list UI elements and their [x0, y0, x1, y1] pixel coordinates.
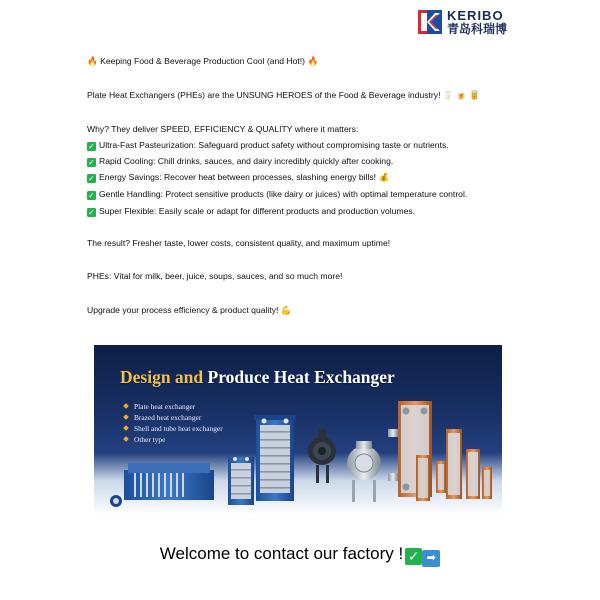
banner-product-item: Other type — [124, 434, 223, 445]
juice-can-icon: 🥫 — [469, 90, 480, 101]
headline: Keeping Food & Beverage Production Cool (and Hot!) — [100, 56, 306, 66]
benefit-item: ✓ Rapid Cooling: Chill drinks, sauces, and dairy incredibly quickly after cooking. — [88, 156, 394, 167]
brazed-heat-exchanger-small — [466, 449, 492, 499]
banner-product-item: Brazed heat exchanger — [124, 412, 223, 423]
fire-icon: 🔥 — [87, 56, 98, 67]
plate-heat-exchanger-medium — [228, 457, 254, 505]
beer-icon: 🍺 — [455, 90, 467, 101]
brand-name: KERIBO — [447, 8, 504, 23]
banner-product-item: Shell and tube heat exchanger — [124, 423, 223, 434]
cta-line: Upgrade your process efficiency & product quality! 💪 — [87, 305, 292, 316]
banner-title: Design and Produce Heat Exchanger — [120, 367, 395, 387]
milk-glass-icon: 🥛 — [442, 90, 454, 101]
money-bag-icon: 💰 — [378, 172, 390, 183]
benefit-item: ✓ Energy Savings: Recover heat between processes, slashing energy bills! 💰 — [88, 172, 390, 183]
benefit-item: ✓ Super Flexible: Easily scale or adapt for different products and production volumes. — [88, 206, 416, 217]
benefit-item: ✓ Gentle Handling: Protect sensitive products (like dairy or juices) with optimal temperature control. — [88, 189, 468, 200]
plate-heat-exchanger-large — [110, 463, 214, 507]
check-icon: ✓ — [405, 548, 422, 565]
brazed-heat-exchanger-slim — [436, 429, 462, 499]
check-icon: ✓ — [88, 191, 95, 200]
result-line: The result? Fresher taste, lower costs, consistent quality, and maximum uptime! — [87, 238, 391, 248]
footer-text: Welcome to contact our factory ! — [159, 544, 404, 563]
fire-icon: 🔥 — [307, 56, 319, 67]
intro: Plate Heat Exchangers (PHEs) are the UNSUNG HEROES of the Food & Beverage industry! — [87, 90, 441, 100]
plate-heat-exchanger-tall — [254, 415, 296, 501]
banner-product-item: Plate heat exchanger — [124, 401, 223, 412]
headline-line — [87, 56, 318, 67]
arrow-soon-icon: ➡ — [422, 550, 440, 567]
keribo-logo-icon — [418, 10, 442, 34]
spiral-heat-exchanger — [308, 429, 336, 483]
intro-line — [87, 90, 480, 101]
heat-exchanger-products-illustration — [94, 345, 502, 515]
brand-name-cn: 青岛科瑞博 — [447, 22, 508, 36]
check-icon: ✓ — [88, 174, 95, 183]
check-icon: ✓ — [88, 208, 95, 217]
product-banner — [94, 345, 502, 515]
footer-line — [0, 544, 600, 567]
benefit-item: ✓ Ultra-Fast Pasteurization: Safeguard product safety without compromising taste or nutrients. — [88, 140, 449, 151]
flexed-biceps-icon: 💪 — [280, 305, 292, 316]
check-icon: ✓ — [88, 142, 95, 151]
shell-and-tube-heat-exchanger — [347, 441, 381, 502]
brazed-heat-exchanger-medium — [416, 455, 430, 501]
check-icon: ✓ — [88, 158, 95, 167]
why-line: Why? They deliver SPEED, EFFICIENCY & QUALITY where it matters: — [87, 124, 359, 134]
brand-logo — [418, 8, 507, 36]
uses-line: PHEs: Vital for milk, beer, juice, soups, sauces, and so much more! — [87, 271, 343, 281]
